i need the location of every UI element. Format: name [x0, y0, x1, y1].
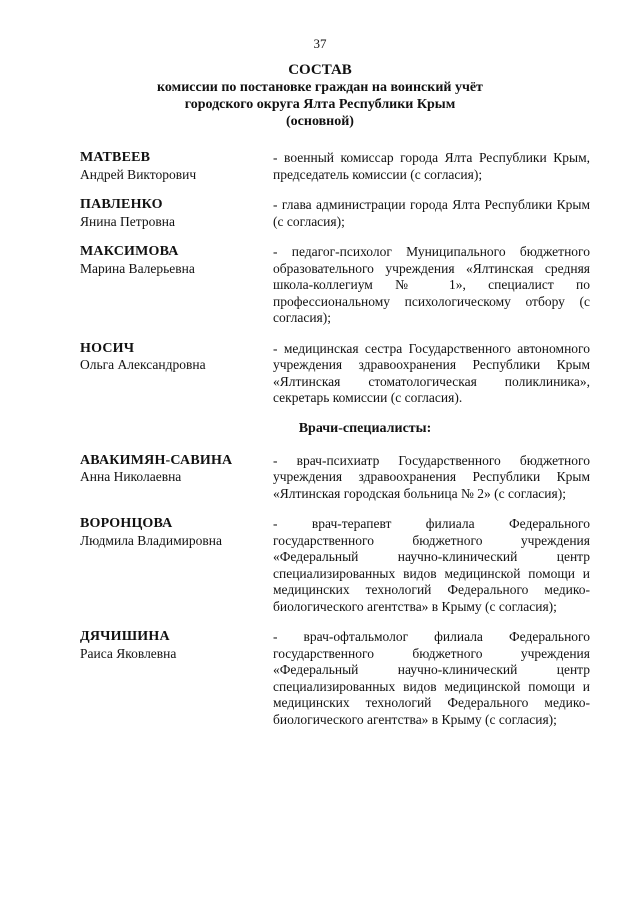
section-heading: Врачи-специалисты:: [298, 420, 432, 436]
specialist-role: - врач-психиатр Государственного бюджетного учреждения здравоохранения Республики Крым «Ялтинская городская больница № 2» (с согласия);: [273, 452, 590, 501]
member-role: - военный комиссар города Ялта Республики Крым, председатель комиссии (с согласия);: [273, 150, 590, 182]
specialist-entry: [80, 629, 590, 728]
member-surname: ПАВЛЕНКО: [80, 197, 163, 212]
member-surname: МАТВЕЕВ: [80, 150, 151, 165]
member-role: - медицинская сестра Государственного автономного учреждения здравоохранения Республики Крым «Ялтинская стоматологическая поликлиника», секретарь комиссии (с согласия).: [273, 340, 590, 405]
page-number: 37: [313, 36, 327, 51]
member-entry: [80, 150, 590, 183]
commission-list: [80, 150, 590, 742]
specialist-person: [80, 516, 273, 549]
document-title: СОСТАВ: [288, 62, 352, 78]
member-surname: НОСИЧ: [80, 340, 135, 356]
specialist-given-name: Раиса Яковлевна: [80, 645, 177, 661]
member-entry: [80, 197, 590, 230]
document-subtitle-line-2: городского округа Ялта Республики Крым: [184, 97, 456, 112]
member-given-name: Марина Валерьевна: [80, 260, 195, 276]
specialist-person: [80, 629, 273, 662]
specialist-given-name: Людмила Владимировна: [80, 532, 222, 548]
member-surname: МАКСИМОВА: [80, 244, 179, 259]
specialist-entry: [80, 516, 590, 615]
member-entry: [80, 341, 590, 407]
specialist-role: - врач-терапевт филиала Федерального государственного бюджетного учреждения «Федеральный научно-клинический центр специализированных видов медицинской помощи и медицинских технологий Федерального медико-биологического агентства» в Крыму (с согласия);: [273, 516, 590, 614]
member-given-name: Андрей Викторович: [80, 166, 197, 182]
member-person: [80, 244, 273, 277]
specialist-given-name: Анна Николаевна: [80, 469, 182, 484]
document-subtitle-line-1: комиссии по постановке граждан на воинский учёт: [157, 80, 483, 95]
specialist-surname: АВАКИМЯН-САВИНА: [80, 452, 233, 468]
specialist-surname: ВОРОНЦОВА: [80, 516, 173, 531]
document-subtitle-line-3: (основной): [286, 114, 354, 129]
member-given-name: Ольга Александровна: [80, 357, 206, 372]
member-role: - глава администрации города Ялта Республики Крым (с согласия);: [273, 197, 590, 229]
member-entry: [80, 244, 590, 327]
document-header: [80, 62, 560, 130]
member-person: [80, 150, 273, 183]
member-given-name: Янина Петровна: [80, 213, 175, 229]
member-person: [80, 341, 273, 374]
specialist-person: [80, 453, 273, 486]
member-person: [80, 197, 273, 230]
specialist-surname: ДЯЧИШИНА: [80, 629, 170, 644]
member-role: - педагог-психолог Муниципального бюджетного образовательного учреждения «Ялтинская средняя школа-коллегиум № 1», специалист по профессиональному психологическому отбору (с согласия);: [273, 244, 590, 325]
specialist-role: - врач-офтальмолог филиала Федерального государственного бюджетного учреждения «Федеральный научно-клинический центр специализированных видов медицинской помощи и медицинских технологий Федерального медико-биологического агентства» в Крыму (с согласия);: [273, 629, 590, 727]
specialist-entry: [80, 453, 590, 503]
